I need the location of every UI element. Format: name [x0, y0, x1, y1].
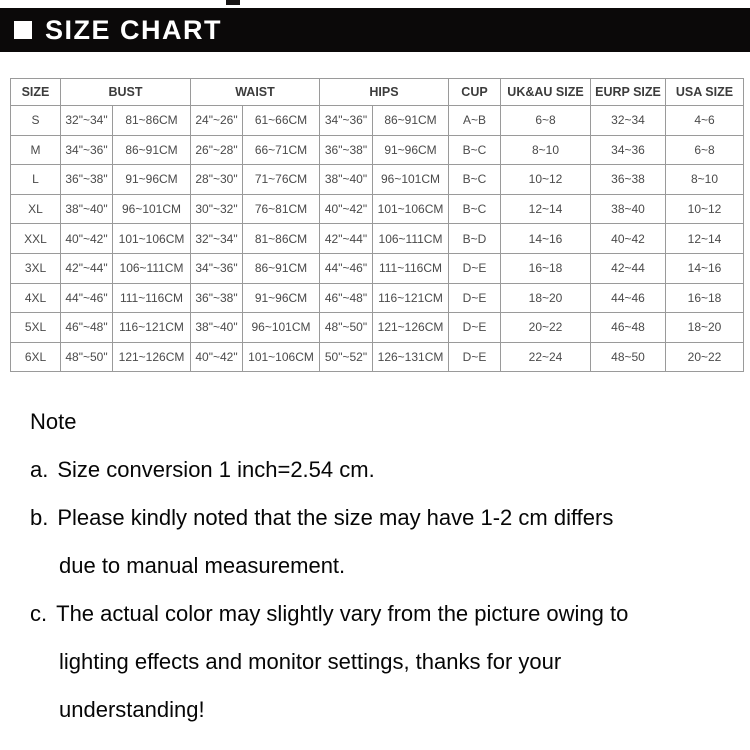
- note-line: understanding!: [59, 697, 205, 722]
- note-line: lighting effects and monitor settings, thanks for your: [59, 649, 562, 674]
- table-cell: 38"~40": [320, 165, 373, 195]
- table-cell: 121~126CM: [373, 313, 449, 343]
- table-cell: 46"~48": [320, 283, 373, 313]
- table-cell: 36"~38": [320, 135, 373, 165]
- notes-section: [30, 398, 730, 734]
- table-cell: 16~18: [666, 283, 744, 313]
- note-prefix: b.: [30, 505, 49, 530]
- table-cell: 12~14: [666, 224, 744, 254]
- table-cell: 12~14: [501, 194, 591, 224]
- table-cell: 91~96CM: [113, 165, 191, 195]
- page-title: SIZE CHART: [45, 14, 222, 45]
- table-cell: 48"~50": [320, 313, 373, 343]
- table-cell: 24"~26": [191, 106, 243, 136]
- table-cell: 34"~36": [320, 106, 373, 136]
- column-header-bust: BUST: [61, 79, 191, 106]
- table-cell: 42~44: [591, 253, 666, 283]
- note-text: The actual color may slightly vary from the picture owing to: [56, 601, 629, 626]
- table-cell: 26"~28": [191, 135, 243, 165]
- table-cell: 46"~48": [61, 313, 113, 343]
- table-cell: 38"~40": [191, 313, 243, 343]
- table-cell: 34~36: [591, 135, 666, 165]
- table-cell: 86~91CM: [373, 106, 449, 136]
- column-header-eurp-size: EURP SIZE: [591, 79, 666, 106]
- header-bar: [0, 8, 750, 52]
- table-row: [11, 194, 744, 224]
- table-row: [11, 313, 744, 343]
- table-cell: D~E: [449, 313, 501, 343]
- table-cell: 96~101CM: [373, 165, 449, 195]
- table-cell: 16~18: [501, 253, 591, 283]
- table-cell: 36"~38": [61, 165, 113, 195]
- note-line: due to manual measurement.: [59, 553, 346, 578]
- table-cell: XXL: [11, 224, 61, 254]
- square-bullet-icon: [14, 21, 32, 39]
- table-body: [11, 106, 744, 372]
- table-cell: 48"~50": [61, 342, 113, 372]
- table-cell: 96~101CM: [243, 313, 320, 343]
- table-cell: L: [11, 165, 61, 195]
- note-prefix: a.: [30, 457, 49, 482]
- table-cell: 18~20: [666, 313, 744, 343]
- table-header: [11, 79, 744, 106]
- note-item: [30, 494, 730, 590]
- table-cell: 40~42: [591, 224, 666, 254]
- note-text: Size conversion 1 inch=2.54 cm.: [57, 457, 375, 482]
- table-cell: 81~86CM: [243, 224, 320, 254]
- table-cell: 121~126CM: [113, 342, 191, 372]
- table-row: [11, 283, 744, 313]
- column-header-waist: WAIST: [191, 79, 320, 106]
- note-line: [30, 590, 730, 638]
- table-cell: M: [11, 135, 61, 165]
- table-cell: 76~81CM: [243, 194, 320, 224]
- table-header-row: [11, 79, 744, 106]
- table-row: [11, 106, 744, 136]
- table-cell: 34"~36": [191, 253, 243, 283]
- table-cell: 6~8: [501, 106, 591, 136]
- table-row: [11, 135, 744, 165]
- notes-list: [30, 446, 730, 734]
- table-cell: 101~106CM: [373, 194, 449, 224]
- table-cell: 20~22: [501, 313, 591, 343]
- table-cell: 71~76CM: [243, 165, 320, 195]
- table-cell: 44"~46": [61, 283, 113, 313]
- table-cell: 3XL: [11, 253, 61, 283]
- table-cell: A~B: [449, 106, 501, 136]
- table-cell: 86~91CM: [113, 135, 191, 165]
- note-item: [30, 590, 730, 734]
- table-cell: 126~131CM: [373, 342, 449, 372]
- table-cell: 101~106CM: [113, 224, 191, 254]
- table-cell: 111~116CM: [113, 283, 191, 313]
- table-cell: 34"~36": [61, 135, 113, 165]
- top-edge-tab: [226, 0, 240, 5]
- notes-title: Note: [30, 409, 77, 434]
- note-text: Please kindly noted that the size may have 1-2 cm differs: [57, 505, 614, 530]
- table-cell: 81~86CM: [113, 106, 191, 136]
- table-cell: 18~20: [501, 283, 591, 313]
- table-cell: 106~111CM: [113, 253, 191, 283]
- table-cell: 42"~44": [61, 253, 113, 283]
- table-cell: B~D: [449, 224, 501, 254]
- table-cell: 20~22: [666, 342, 744, 372]
- table-cell: 42"~44": [320, 224, 373, 254]
- table-cell: 40"~42": [61, 224, 113, 254]
- table-cell: D~E: [449, 283, 501, 313]
- table-cell: 116~121CM: [113, 313, 191, 343]
- table-cell: 38"~40": [61, 194, 113, 224]
- table-cell: 10~12: [501, 165, 591, 195]
- table-cell: S: [11, 106, 61, 136]
- note-prefix: c.: [30, 601, 48, 626]
- table-cell: 46~48: [591, 313, 666, 343]
- table-cell: 8~10: [666, 165, 744, 195]
- table-cell: 48~50: [591, 342, 666, 372]
- table-row: [11, 253, 744, 283]
- table-cell: 4~6: [666, 106, 744, 136]
- note-line: [30, 446, 730, 494]
- table-cell: 32"~34": [61, 106, 113, 136]
- table-cell: B~C: [449, 135, 501, 165]
- table-cell: B~C: [449, 165, 501, 195]
- table-cell: 5XL: [11, 313, 61, 343]
- table-row: [11, 224, 744, 254]
- table-cell: 66~71CM: [243, 135, 320, 165]
- table-cell: D~E: [449, 253, 501, 283]
- table-cell: B~C: [449, 194, 501, 224]
- table-cell: 30"~32": [191, 194, 243, 224]
- table-cell: 111~116CM: [373, 253, 449, 283]
- table-cell: 50"~52": [320, 342, 373, 372]
- table-cell: 36"~38": [191, 283, 243, 313]
- table-cell: 14~16: [501, 224, 591, 254]
- size-chart-table: [10, 78, 744, 372]
- table-cell: XL: [11, 194, 61, 224]
- column-header-hips: HIPS: [320, 79, 449, 106]
- table-cell: 28"~30": [191, 165, 243, 195]
- column-header-size: SIZE: [11, 79, 61, 106]
- table-cell: 91~96CM: [243, 283, 320, 313]
- note-item: [30, 446, 730, 494]
- table-cell: 4XL: [11, 283, 61, 313]
- column-header-usa-size: USA SIZE: [666, 79, 744, 106]
- table-cell: 40"~42": [320, 194, 373, 224]
- table-cell: 32"~34": [191, 224, 243, 254]
- table-cell: 86~91CM: [243, 253, 320, 283]
- table-cell: 22~24: [501, 342, 591, 372]
- table-cell: 116~121CM: [373, 283, 449, 313]
- table-cell: 36~38: [591, 165, 666, 195]
- table-cell: 44"~46": [320, 253, 373, 283]
- table-cell: 91~96CM: [373, 135, 449, 165]
- note-line: [30, 494, 730, 542]
- table-cell: 44~46: [591, 283, 666, 313]
- table-cell: 14~16: [666, 253, 744, 283]
- table-cell: 32~34: [591, 106, 666, 136]
- table-cell: 38~40: [591, 194, 666, 224]
- table-cell: 8~10: [501, 135, 591, 165]
- table-row: [11, 342, 744, 372]
- table-cell: 10~12: [666, 194, 744, 224]
- table-cell: 61~66CM: [243, 106, 320, 136]
- table-row: [11, 165, 744, 195]
- table-cell: D~E: [449, 342, 501, 372]
- table-cell: 106~111CM: [373, 224, 449, 254]
- table-cell: 6~8: [666, 135, 744, 165]
- column-header-cup: CUP: [449, 79, 501, 106]
- table-cell: 101~106CM: [243, 342, 320, 372]
- table-cell: 40"~42": [191, 342, 243, 372]
- table-cell: 96~101CM: [113, 194, 191, 224]
- table-cell: 6XL: [11, 342, 61, 372]
- column-header-uk-au-size: UK&AU SIZE: [501, 79, 591, 106]
